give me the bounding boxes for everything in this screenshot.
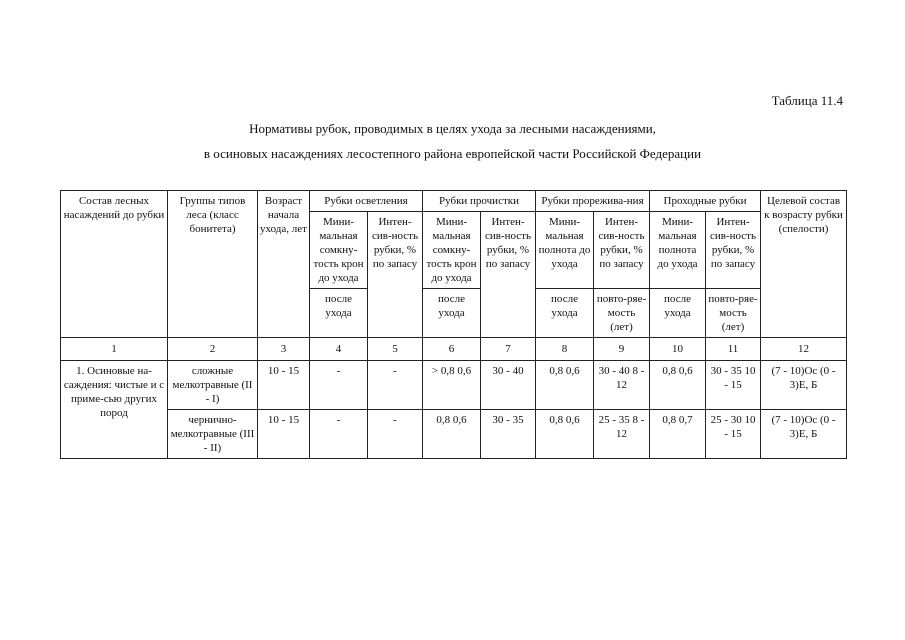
cell-7: 30 - 40 (481, 361, 536, 410)
header-row-1 (61, 191, 847, 212)
header-sub-6b: после ухода (423, 289, 481, 338)
cell-4: - (310, 361, 368, 410)
header-start-age: Возраст начала ухода, лет (258, 191, 310, 338)
table-row (61, 410, 847, 459)
cell-4: - (310, 410, 368, 459)
header-sub-11a: Интен-сив-ность рубки, % по запасу (706, 212, 761, 289)
header-group-cleaning: Рубки прочистки (423, 191, 536, 212)
cell-12: (7 - 10)Ос (0 - 3)Е, Б (761, 410, 847, 459)
column-number: 12 (761, 338, 847, 361)
header-sub-9a: Интен-сив-ность рубки, % по запасу (594, 212, 650, 289)
column-number: 2 (168, 338, 258, 361)
table-title-line-2: в осиновых насаждениях лесостепного района европейской части Российской Федерации (203, 146, 702, 161)
header-group-lightening: Рубки осветления (310, 191, 423, 212)
cell-start-age: 10 - 15 (258, 361, 310, 410)
cell-6: > 0,8 0,6 (423, 361, 481, 410)
column-number: 7 (481, 338, 536, 361)
header-target-composition: Целевой состав к возрасту рубки (спелости) (761, 191, 847, 338)
header-sub-10a: Мини-мальная полнота до ухода (650, 212, 706, 289)
cell-10: 0,8 0,7 (650, 410, 706, 459)
header-composition: Состав лесных насаждений до рубки (61, 191, 168, 338)
cell-8: 0,8 0,6 (536, 361, 594, 410)
cell-10: 0,8 0,6 (650, 361, 706, 410)
norms-table (60, 190, 847, 459)
column-number: 5 (368, 338, 423, 361)
cell-8: 0,8 0,6 (536, 410, 594, 459)
cell-6: 0,8 0,6 (423, 410, 481, 459)
cell-11: 25 - 30 10 - 15 (706, 410, 761, 459)
cell-forest-group: сложные мелкотравные (II - I) (168, 361, 258, 410)
table-label: Таблица 11.4 (771, 93, 843, 108)
column-number: 8 (536, 338, 594, 361)
header-sub-8b: после ухода (536, 289, 594, 338)
header-sub-10b: после ухода (650, 289, 706, 338)
header-sub-7: Интен-сив-ность рубки, % по запасу (481, 212, 536, 338)
header-sub-5: Интен-сив-ность рубки, % по запасу (368, 212, 423, 338)
header-sub-8a: Мини-мальная полнота до ухода (536, 212, 594, 289)
cell-5: - (368, 410, 423, 459)
column-number: 1 (61, 338, 168, 361)
header-sub-4b: после ухода (310, 289, 368, 338)
cell-12: (7 - 10)Ос (0 - 3)Е, Б (761, 361, 847, 410)
cell-composition: 1. Осиновые на-саждения: чистые и с приме-сью других пород (61, 361, 168, 459)
cell-start-age: 10 - 15 (258, 410, 310, 459)
cell-11: 30 - 35 10 - 15 (706, 361, 761, 410)
table-row (61, 361, 847, 410)
table-title-line-1: Нормативы рубок, проводимых в целях ухода за лесными насаждениями, (249, 121, 656, 136)
column-number: 3 (258, 338, 310, 361)
header-group-passing: Проходные рубки (650, 191, 761, 212)
column-number: 10 (650, 338, 706, 361)
cell-9: 25 - 35 8 - 12 (594, 410, 650, 459)
cell-5: - (368, 361, 423, 410)
header-forest-group: Группы типов леса (класс бонитета) (168, 191, 258, 338)
column-number: 4 (310, 338, 368, 361)
cell-9: 30 - 40 8 - 12 (594, 361, 650, 410)
header-sub-9b: повто-ряе-мость (лет) (594, 289, 650, 338)
cell-forest-group: чернично-мелкотравные (III - II) (168, 410, 258, 459)
column-number: 6 (423, 338, 481, 361)
column-number: 11 (706, 338, 761, 361)
header-sub-6a: Мини-мальная сомкну-тость крон до ухода (423, 212, 481, 289)
header-sub-4a: Мини-мальная сомкну-тость крон до ухода (310, 212, 368, 289)
cell-7: 30 - 35 (481, 410, 536, 459)
column-number: 9 (594, 338, 650, 361)
header-sub-11b: повто-ряе-мость (лет) (706, 289, 761, 338)
column-number-row (61, 338, 847, 361)
header-group-thinning: Рубки прорежива-ния (536, 191, 650, 212)
